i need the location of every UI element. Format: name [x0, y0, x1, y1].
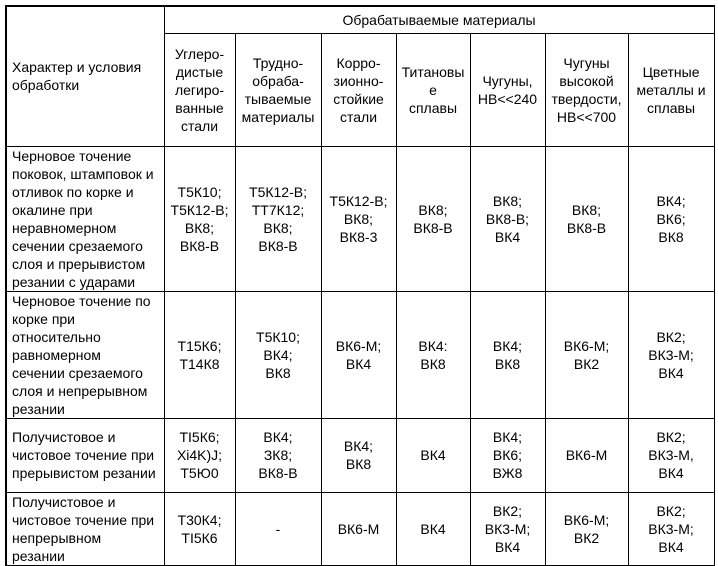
column-header: Корро- зионно- стойкие стали	[321, 33, 396, 146]
table-cell: Т5К10; Т5К12-В; ВК8; ВК8-В	[164, 146, 235, 291]
column-header: Титановые сплавы	[396, 33, 470, 146]
column-header: Углеро- дистые легиро- ванные стали	[164, 33, 235, 146]
row-condition: Получистовое и чистовое точение при непрерывном резании	[6, 492, 164, 565]
table-cell: ВК4; ВК6; ВК8	[628, 146, 714, 291]
table-cell: Т30К4; ТI5К6	[164, 492, 235, 565]
table-cell: ВК8; ВК8-В	[396, 146, 470, 291]
table-cell: Т5К12-В; ТТ7К12; ВК8; ВК8-В	[235, 146, 321, 291]
table-cell: ВК8; ВК8-В; ВК4	[470, 146, 545, 291]
table-cell: Т5К12-В; ВК8; ВК8-3	[321, 146, 396, 291]
table-row	[6, 418, 714, 492]
table-cell: ВК2; ВК3-М; ВК4	[628, 492, 714, 565]
table-cell: Т15К6; Т14К8	[164, 291, 235, 418]
row-condition: Черновое точение поковок, штамповок и отливок по корке и окалине при неравномерном сечении срезаемого слоя и прерывистом резании с ударами	[6, 146, 164, 291]
table-cell: ВК4	[396, 418, 470, 492]
table-cell: ВК4; ВК8	[321, 418, 396, 492]
column-header: Чугуны высокой твердости, НВ<<700	[545, 33, 628, 146]
column-header: Трудно- обраба- тываемые материалы	[235, 33, 321, 146]
table-cell: -	[235, 492, 321, 565]
table-cell: ВК6-М; ВК4	[321, 291, 396, 418]
corner-header: Характер и условия обработки	[6, 6, 164, 146]
table-cell: ВК4; ВК6; ВЖ8	[470, 418, 545, 492]
table-row	[6, 146, 714, 291]
row-condition: Получистовое и чистовое точение при прерывистом резании	[6, 418, 164, 492]
table-cell: ВК2; ВК3-М; ВК4	[470, 492, 545, 565]
table-cell: ВК4; ЗК8; ВК8-В	[235, 418, 321, 492]
row-condition: Черновое точение по корке при относительно равномерном сечении срезаемого слоя и непрерывном резании	[6, 291, 164, 418]
table-cell: ВК4	[396, 492, 470, 565]
table-cell: ВК6-М; ВК2	[545, 492, 628, 565]
column-header: Чугуны, НВ<<240	[470, 33, 545, 146]
table-cell: ВК6-М	[321, 492, 396, 565]
table-cell: ВК4; ВК8	[470, 291, 545, 418]
column-header: Цветные металлы и сплавы	[628, 33, 714, 146]
table-row	[6, 492, 714, 565]
table-cell: ВК8; ВК8-В	[545, 146, 628, 291]
table-cell: ВК6-М; ВК2	[545, 291, 628, 418]
table-cell: Т5К10; ВК4; ВК8	[235, 291, 321, 418]
table-cell: ВК6-М	[545, 418, 628, 492]
table-cell: ТI5К6; Xi4K)J; Т5Ю0	[164, 418, 235, 492]
materials-table	[5, 5, 715, 566]
group-header: Обрабатываемые материалы	[164, 6, 714, 33]
table-cell: ВК4: ВК8	[396, 291, 470, 418]
table-row	[6, 291, 714, 418]
table-cell: ВК2; ВК3-М; ВК4	[628, 291, 714, 418]
table-cell: ВК2; ВК3-М, ВК4	[628, 418, 714, 492]
